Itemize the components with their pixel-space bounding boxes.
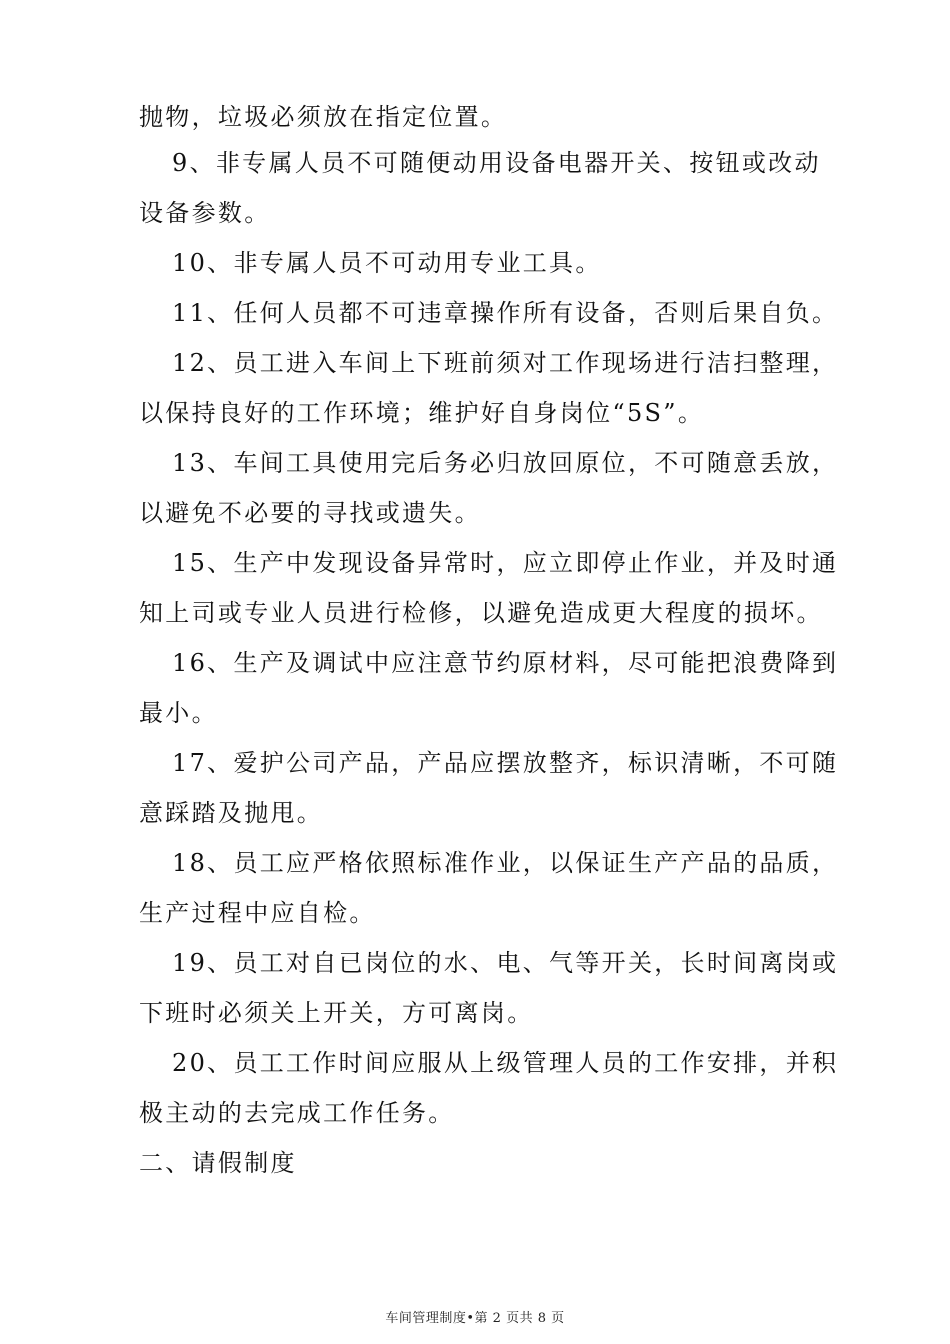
- paragraph-line: 16、生产及调试中应注意节约原材料，尽可能把浪费降到: [172, 649, 839, 677]
- paragraph-line: 以保持良好的工作环境；维护好自身岗位“5S”。: [139, 399, 705, 427]
- paragraph-line: 设备参数。: [139, 199, 271, 227]
- paragraph-line: 13、车间工具使用完后务必归放回原位，不可随意丢放，: [172, 449, 839, 477]
- paragraph-line: 生产过程中应自检。: [139, 899, 376, 927]
- paragraph-line: 18、员工应严格依照标准作业，以保证生产产品的品质，: [172, 849, 839, 877]
- paragraph-line: 15、生产中发现设备异常时，应立即停止作业，并及时通: [172, 549, 839, 577]
- paragraph-line: 以避免不必要的寻找或遗失。: [139, 499, 481, 527]
- paragraph-line: 11、任何人员都不可违章操作所有设备，否则后果自负。: [172, 299, 839, 327]
- paragraph-line: 12、员工进入车间上下班前须对工作现场进行洁扫整理，: [172, 349, 839, 377]
- paragraph-line: 20、员工工作时间应服从上级管理人员的工作安排，并积: [172, 1049, 839, 1077]
- section-heading: 二、请假制度: [139, 1149, 297, 1177]
- paragraph-line: 意踩踏及抛甩。: [139, 799, 324, 827]
- paragraph-line: 最小。: [139, 699, 218, 727]
- page-footer: 车间管理制度•第 2 页共 8 页: [385, 1311, 565, 1326]
- paragraph-line: 9、非专属人员不可随便动用设备电器开关、按钮或改动: [172, 149, 821, 177]
- paragraph-line: 19、员工对自已岗位的水、电、气等开关，长时间离岗或: [172, 949, 839, 977]
- paragraph-line: 极主动的去完成工作任务。: [139, 1099, 455, 1127]
- paragraph-line: 抛物，垃圾必须放在指定位置。: [139, 103, 508, 131]
- paragraph-line: 知上司或专业人员进行检修，以避免造成更大程度的损坏。: [139, 599, 823, 627]
- paragraph-line: 17、爱护公司产品，产品应摆放整齐，标识清晰，不可随: [172, 749, 839, 777]
- paragraph-line: 10、非专属人员不可动用专业工具。: [172, 249, 602, 277]
- paragraph-line: 下班时必须关上开关，方可离岗。: [139, 999, 534, 1027]
